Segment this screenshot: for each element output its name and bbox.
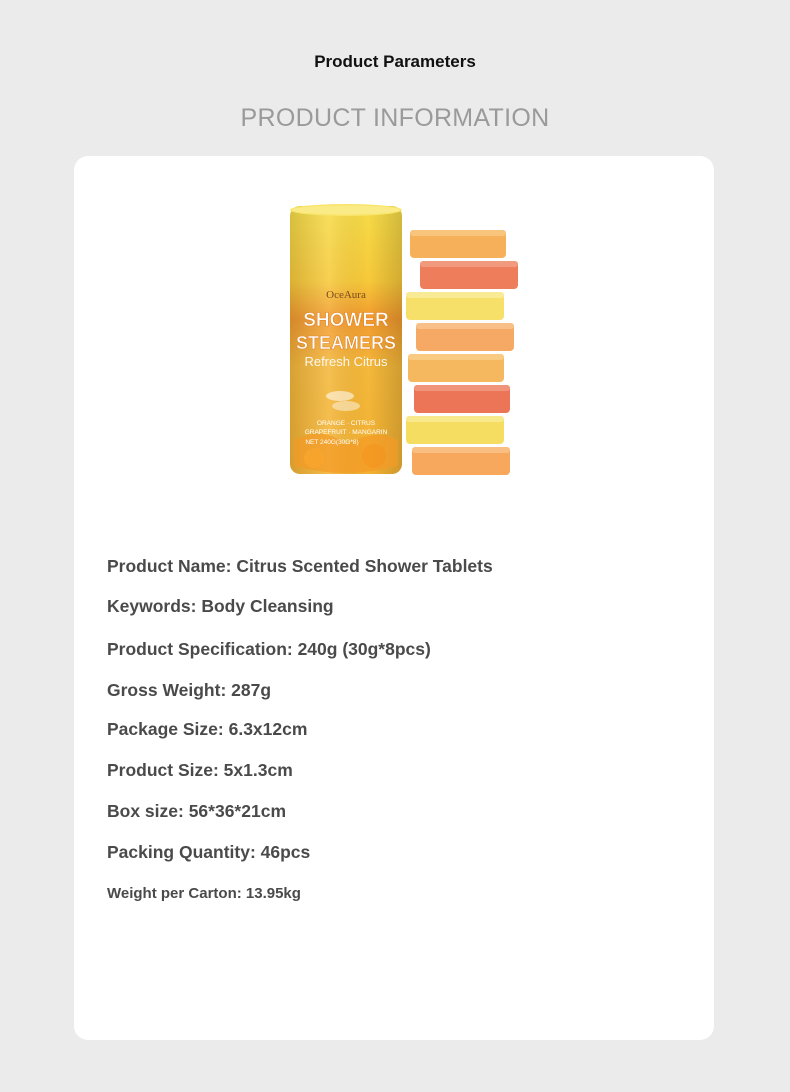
- spec-keywords: Keywords: Body Cleansing: [107, 596, 334, 616]
- brand-text: OceAura: [326, 289, 366, 301]
- flavors-text-1: ORANGE · CITRUS: [316, 420, 376, 427]
- spec-product-size: Product Size: 5x1.3cm: [107, 760, 293, 780]
- product-line2-text: STEAMERS: [295, 333, 397, 353]
- product-line1-text: SHOWER: [303, 310, 389, 331]
- page-subtitle: PRODUCT INFORMATION: [240, 104, 550, 132]
- net-weight-text: NET 240G(30G*8): [305, 439, 359, 446]
- product-line3-text: Refresh Citrus: [304, 354, 388, 369]
- flavors-text-2: GRAPEFRUIT · MANGARIN: [304, 429, 388, 436]
- spec-box-size: Box size: 56*36*21cm: [107, 801, 286, 821]
- tablet-stack: [406, 230, 518, 475]
- spec-product-name: Product Name: Citrus Scented Shower Tablets: [107, 556, 493, 576]
- spec-weight-per-carton: Weight per Carton: 13.95kg: [107, 885, 301, 902]
- product-image: [284, 200, 524, 480]
- spec-packing-quantity: Packing Quantity: 46pcs: [107, 842, 311, 862]
- spec-package-size: Package Size: 6.3x12cm: [107, 719, 308, 739]
- product-info-card: [74, 156, 714, 1040]
- page-title: Product Parameters: [314, 52, 476, 71]
- spec-gross-weight: Gross Weight: 287g: [107, 680, 272, 700]
- canister: [290, 204, 402, 474]
- spec-product-specification: Product Specification: 240g (30g*8pcs): [107, 639, 431, 659]
